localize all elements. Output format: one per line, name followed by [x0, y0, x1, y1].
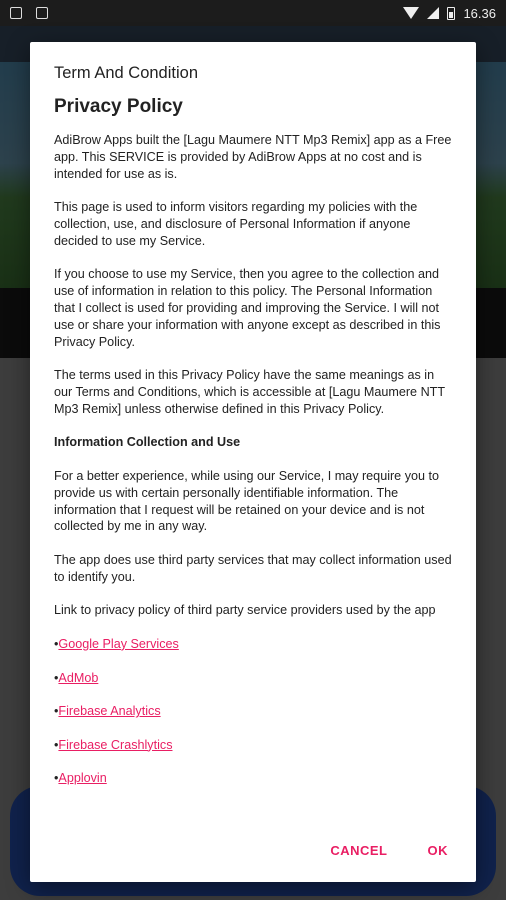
paragraph: This page is used to inform visitors regarding my policies with the collection, use, and disclosure of Personal Information if anyone decided to use my Service.: [54, 200, 418, 248]
link-firebase-analytics[interactable]: Firebase Analytics: [58, 704, 161, 719]
link-applovin[interactable]: Applovin: [58, 771, 107, 786]
ok-button[interactable]: OK: [420, 837, 457, 864]
paragraph: For a better experience, while using our Service, I may require you to provide us with certain personally identifiable information. The information that I request will be retained on your device and is not collected by me in any way.: [54, 468, 439, 534]
link-item: [54, 737, 454, 754]
bullet: •: [54, 670, 59, 685]
image-icon: [36, 7, 48, 19]
paragraph: The terms used in this Privacy Policy have the same meanings as in our Terms and Conditions, which is accessible at [Lagu Maumere NTT Mp3 Remix] unless otherwise defined in this Privacy Policy.: [54, 368, 445, 416]
bullet: •: [54, 771, 59, 786]
paragraph: AdiBrow Apps built the [Lagu Maumere NTT Mp3 Remix] app as a Free app. This SERVICE is provided by AdiBrow Apps at no cost and is intended for use as is.: [54, 133, 452, 181]
link-item: [54, 770, 454, 787]
link-admob[interactable]: AdMob: [58, 670, 99, 685]
battery-icon: [447, 7, 455, 20]
dialog-actions: [322, 837, 456, 864]
link-firebase-crashlytics[interactable]: Firebase Crashlytics: [58, 737, 173, 752]
paragraph: Link to privacy policy of third party service providers used by the app: [54, 603, 436, 618]
bullet: •: [54, 704, 59, 719]
dialog-scroll-content[interactable]: [54, 94, 454, 814]
terms-dialog: [30, 42, 476, 882]
section-heading: Information Collection and Use: [54, 435, 241, 450]
paragraph: If you choose to use my Service, then you agree to the collection and use of information in relation to this policy. The Personal Information that I collect is used for providing and improving the Service. I will not use or share your information with anyone except as described in this Privacy Policy.: [54, 267, 441, 349]
paragraph: The app does use third party services that may collect information used to identify you.: [54, 552, 452, 584]
image-icon: [10, 7, 22, 19]
dialog-title: Term And Condition: [54, 64, 198, 82]
cancel-button[interactable]: CANCEL: [322, 837, 395, 864]
signal-icon: [427, 7, 439, 19]
bullet: •: [54, 737, 59, 752]
status-bar: [0, 0, 506, 26]
wifi-icon: [403, 7, 419, 19]
link-google-play-services[interactable]: Google Play Services: [58, 636, 179, 651]
bullet: •: [54, 636, 59, 651]
link-item: [54, 670, 454, 687]
link-item: [54, 703, 454, 720]
link-item: [54, 636, 454, 653]
status-time: 16.36: [463, 5, 496, 21]
privacy-policy-heading: Privacy Policy: [54, 96, 183, 117]
